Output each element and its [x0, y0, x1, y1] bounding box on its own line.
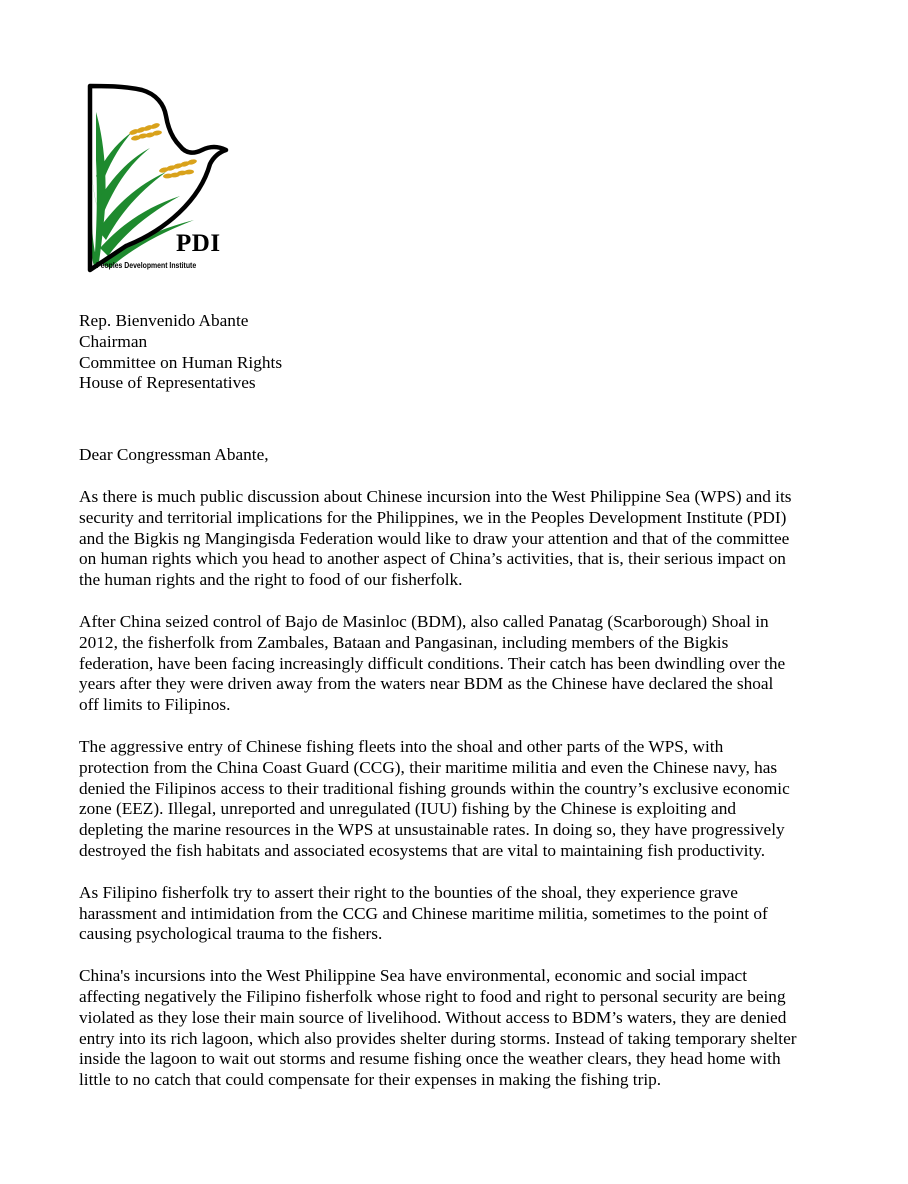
salutation: Dear Congressman Abante, — [79, 445, 269, 465]
paragraph-line: The aggressive entry of Chinese fishing fleets into the shoal and other parts of the WPS, with — [79, 736, 724, 756]
paragraph-line: zone (EEZ). Illegal, unreported and unregulated (IUU) fishing by the Chinese is exploiting and — [79, 799, 736, 819]
logo-organization-name: Peoples Development Institute — [96, 261, 197, 270]
paragraph-line: China's incursions into the West Philippine Sea have environmental, economic and social impact — [79, 966, 748, 986]
body-paragraph-3 — [79, 737, 839, 862]
paragraph-line: federation, have been facing increasingly difficult conditions. Their catch has been dwindling over the — [79, 653, 786, 673]
logo-abbreviation: PDI — [176, 230, 221, 257]
paragraph-line: years after they were driven away from the waters near BDM as the Chinese have declared the shoal — [79, 674, 774, 694]
paragraph-line: 2012, the fisherfolk from Zambales, Bataan and Pangasinan, including members of the Bigkis — [79, 632, 729, 652]
recipient-address — [79, 311, 839, 394]
paragraph-line: depleting the marine resources in the WPS at unsustainable rates. In doing so, they have progressively — [79, 820, 785, 840]
paragraph-line: on human rights which you head to another aspect of China’s activities, that is, their serious impact on — [79, 549, 786, 569]
body-paragraph-5 — [79, 966, 839, 1091]
recipient-name: Rep. Bienvenido Abante — [79, 311, 249, 330]
body-paragraph-2 — [79, 612, 839, 716]
paragraph-line: entry into its rich lagoon, which also provides shelter during storms. Instead of taking temporary shelter — [79, 1028, 797, 1048]
paragraph-line: denied the Filipinos access to their traditional fishing grounds within the country’s exclusive economic — [79, 778, 790, 798]
paragraph-line: violated as they lose their main source of livelihood. Without access to BDM’s waters, they are denied — [79, 1007, 787, 1027]
paragraph-line: As there is much public discussion about Chinese incursion into the West Philippine Sea (WPS) and its — [79, 486, 792, 506]
paragraph-line: harassment and intimidation from the CCG and Chinese maritime militia, sometimes to the point of — [79, 903, 768, 923]
paragraph-line: As Filipino fisherfolk try to assert their right to the bounties of the shoal, they experience grave — [79, 882, 738, 902]
paragraph-line: destroyed the fish habitats and associated ecosystems that are vital to maintaining fish productivity. — [79, 840, 766, 860]
body-paragraph-1 — [79, 487, 839, 591]
paragraph-line: causing psychological trauma to the fishers. — [79, 924, 383, 944]
recipient-institution: House of Representatives — [79, 373, 256, 393]
paragraph-line: off limits to Filipinos. — [79, 695, 231, 715]
pdi-logo — [84, 80, 234, 276]
paragraph-line: After China seized control of Bajo de Masinloc (BDM), also called Panatag (Scarborough) Shoal in — [79, 611, 769, 631]
recipient-committee: Committee on Human Rights — [79, 352, 283, 372]
paragraph-line: security and territorial implications for the Philippines, we in the Peoples Development Institute (PDI) — [79, 507, 787, 527]
paragraph-line: inside the lagoon to wait out storms and resume fishing once the weather clears, they head home with — [79, 1049, 781, 1069]
paragraph-line: affecting negatively the Filipino fisherfolk whose right to food and right to personal security are being — [79, 986, 786, 1006]
paragraph-line: and the Bigkis ng Mangingisda Federation would like to draw your attention and that of the committee — [79, 528, 790, 548]
paragraph-line: protection from the China Coast Guard (CCG), their maritime militia and even the Chinese navy, has — [79, 757, 778, 777]
paragraph-line: the human rights and the right to food of our fisherfolk. — [79, 570, 463, 590]
letter-content — [79, 311, 839, 1091]
recipient-title: Chairman — [79, 331, 148, 351]
paragraph-line: little to no catch that could compensate for their expenses in making the fishing trip. — [79, 1070, 662, 1090]
body-paragraph-4 — [79, 883, 839, 945]
